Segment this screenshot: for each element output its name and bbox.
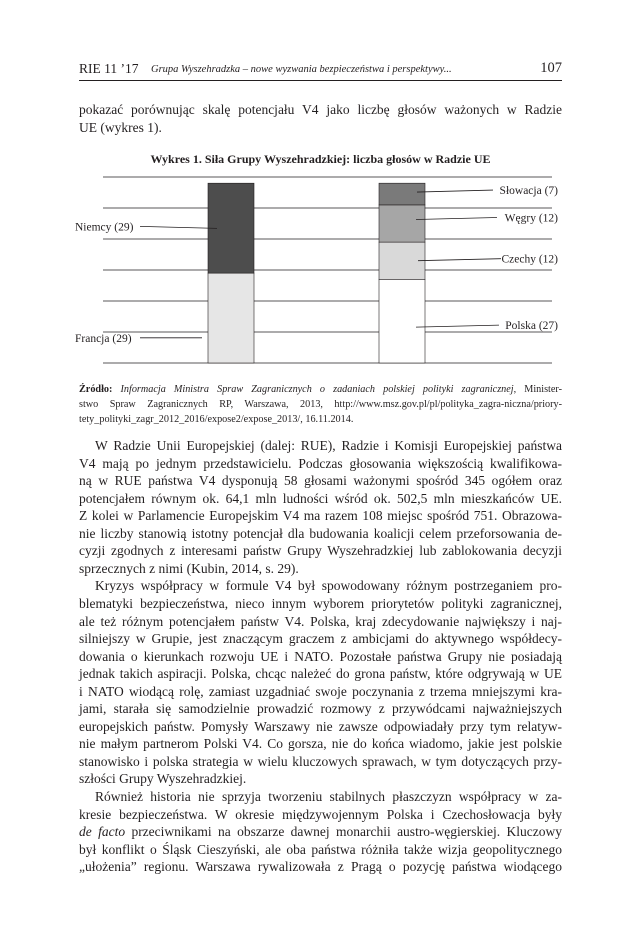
text-line: silniejszy w Grupie, jest znaczącym graczem z ambicjami do aktywnego współdecy- [79,631,562,646]
segment-label: Niemcy (29) [75,221,134,234]
segment-label: Słowacja (7) [499,185,558,198]
text-line: potencjałem równym ok. 64,1 mln ludności wśród ok. 502,5 mln mieszkańców UE. [79,490,562,506]
text-line: szłości Grupy Wyszehradzkiej. [79,771,247,787]
text-line: Z kolei w Parlamencie Europejskim V4 ma razem 108 miejsc spośród 751. Obrazowa- [79,508,562,524]
text-line: cyzji zgodnych z interesami państw Grupy Wyszehradzkiej lub zablokowania decyzji [79,543,562,559]
text-line: kresie bezpieczeństwa. W okresie międzywojennym Polska i Czechosłowacja były [79,806,562,822]
segment-label: Francja (29) [75,332,132,345]
text-line: dowania o kierunkach rozwoju UE i NATO. Pozostałe państwa Grupy nie posiadają [79,648,562,664]
chart-caption: Wykres 1. Siła Grupy Wyszehradzkiej: liczba głosów w Radzie UE [150,152,491,166]
text-line: W Radzie Unii Europejskiej (dalej: RUE), Radzie i Komisji Europejskiej państwa [95,438,562,453]
text-line: był konflikt o Śląsk Cieszyński, ale oba państwa różniła także wizja geopolitycznego [79,841,562,857]
source-line: stwo Spraw Zagranicznych RP, Warszawa, 2013, http://www.msz.gov.pl/pl/polityka_zagra-niczna/priory- [79,399,562,410]
italic-term: de facto [79,824,126,840]
source-label: Źródło: [79,384,113,395]
text-line: nie liczby stanowią istotny potencjał dla budowania koalicji celem przeforsowania de- [79,525,562,541]
text-line: blematyki bezpieczeństwa, nieco innym wyborem priorytetów polityki zagranicznej, [79,595,562,611]
text-line: pokazać porównując skalę potencjału V4 jako liczbę głosów ważonych w Radzie [79,102,562,117]
text-line: V4 mają po jednym przedstawicielu. Podczas głosowania większością kwalifikowa- [79,455,562,471]
text-line: sprzecznych z nimi (Kubin, 2014, s. 29). [79,560,299,576]
stacked-bar-chart [70,170,570,370]
text-line: ale też różnym potencjałem państw V4. Polska, kraj zdecydowanie największy i naj- [79,613,562,629]
text-line [79,823,562,840]
bar-segment [379,205,425,242]
text-line: jednak takich aspiracji. Polska, chcąc należeć do grona państw, które odgrywają w UE [79,666,562,682]
source-rest: , Minister- [513,384,562,395]
text-line: stanowisko i polska strategia w wielu kluczowych sprawach, w tym dotyczących przy- [79,753,562,769]
source-line [79,383,562,397]
text-line: nie małym partnerom Polski V4. Co gorsza, nie do końca wiadomo, jakie jest polskie [79,736,562,752]
segment-label: Węgry (12) [504,212,558,225]
text-run: przeciwnikami na obszarze dawnej monarchii austro-węgierskiej. Kluczowy [125,824,562,840]
segment-label: Polska (27) [505,320,558,333]
source-line: tety_polityki_zagr_2012_2016/expose2/expose_2013/, 16.11.2014. [79,414,354,425]
text-line: ną w RUE państwa V4 dysponują 58 głosami ważonymi spośród 345 ogółem oraz [79,473,562,489]
source-title: Informacja Ministra Spraw Zagranicznych o zadaniach polskiej polityki zagranicznej [120,384,514,395]
text-line: UE (wykres 1). [79,120,162,135]
bar-segment [379,183,425,205]
text-line: Również historia nie sprzyja tworzeniu stabilnych płaszczyzn współpracy w za- [95,789,562,804]
leader-line [140,226,217,228]
leader-line [416,325,499,327]
running-header [79,60,562,81]
running-title: Grupa Wyszehradzka – nowe wyzwania bezpieczeństwa i perspektywy... [151,64,452,75]
segment-label: Czechy (12) [501,253,558,266]
text-line: i NATO wiodącą rolę, zamiast uzgadniać swoje poczynania z trzema mniejszymi kra- [79,683,562,699]
text-line: jami, starała się samodzielnie prowadzić rozmowy z przywódcami najważniejszych [79,701,562,717]
journal-code: RIE 11 ’17 [79,61,139,76]
bar-segment [379,279,425,363]
text-line: europejskich państw. Pomysły Warszawy nie zawsze odpowiadały przy tym relatyw- [79,718,562,734]
page-number: 107 [540,60,562,76]
bar-segment [208,273,254,363]
text-line: Kryzys współpracy w formule V4 był spowodowany różnym postrzeganiem pro- [95,578,562,594]
leader-line [416,218,497,220]
leader-line [418,259,501,261]
leader-line [417,190,493,192]
text-line: „ułożenia” regionu. Warszawa rywalizowała z Pragą o pozycję państwa wiodącego [79,859,562,875]
